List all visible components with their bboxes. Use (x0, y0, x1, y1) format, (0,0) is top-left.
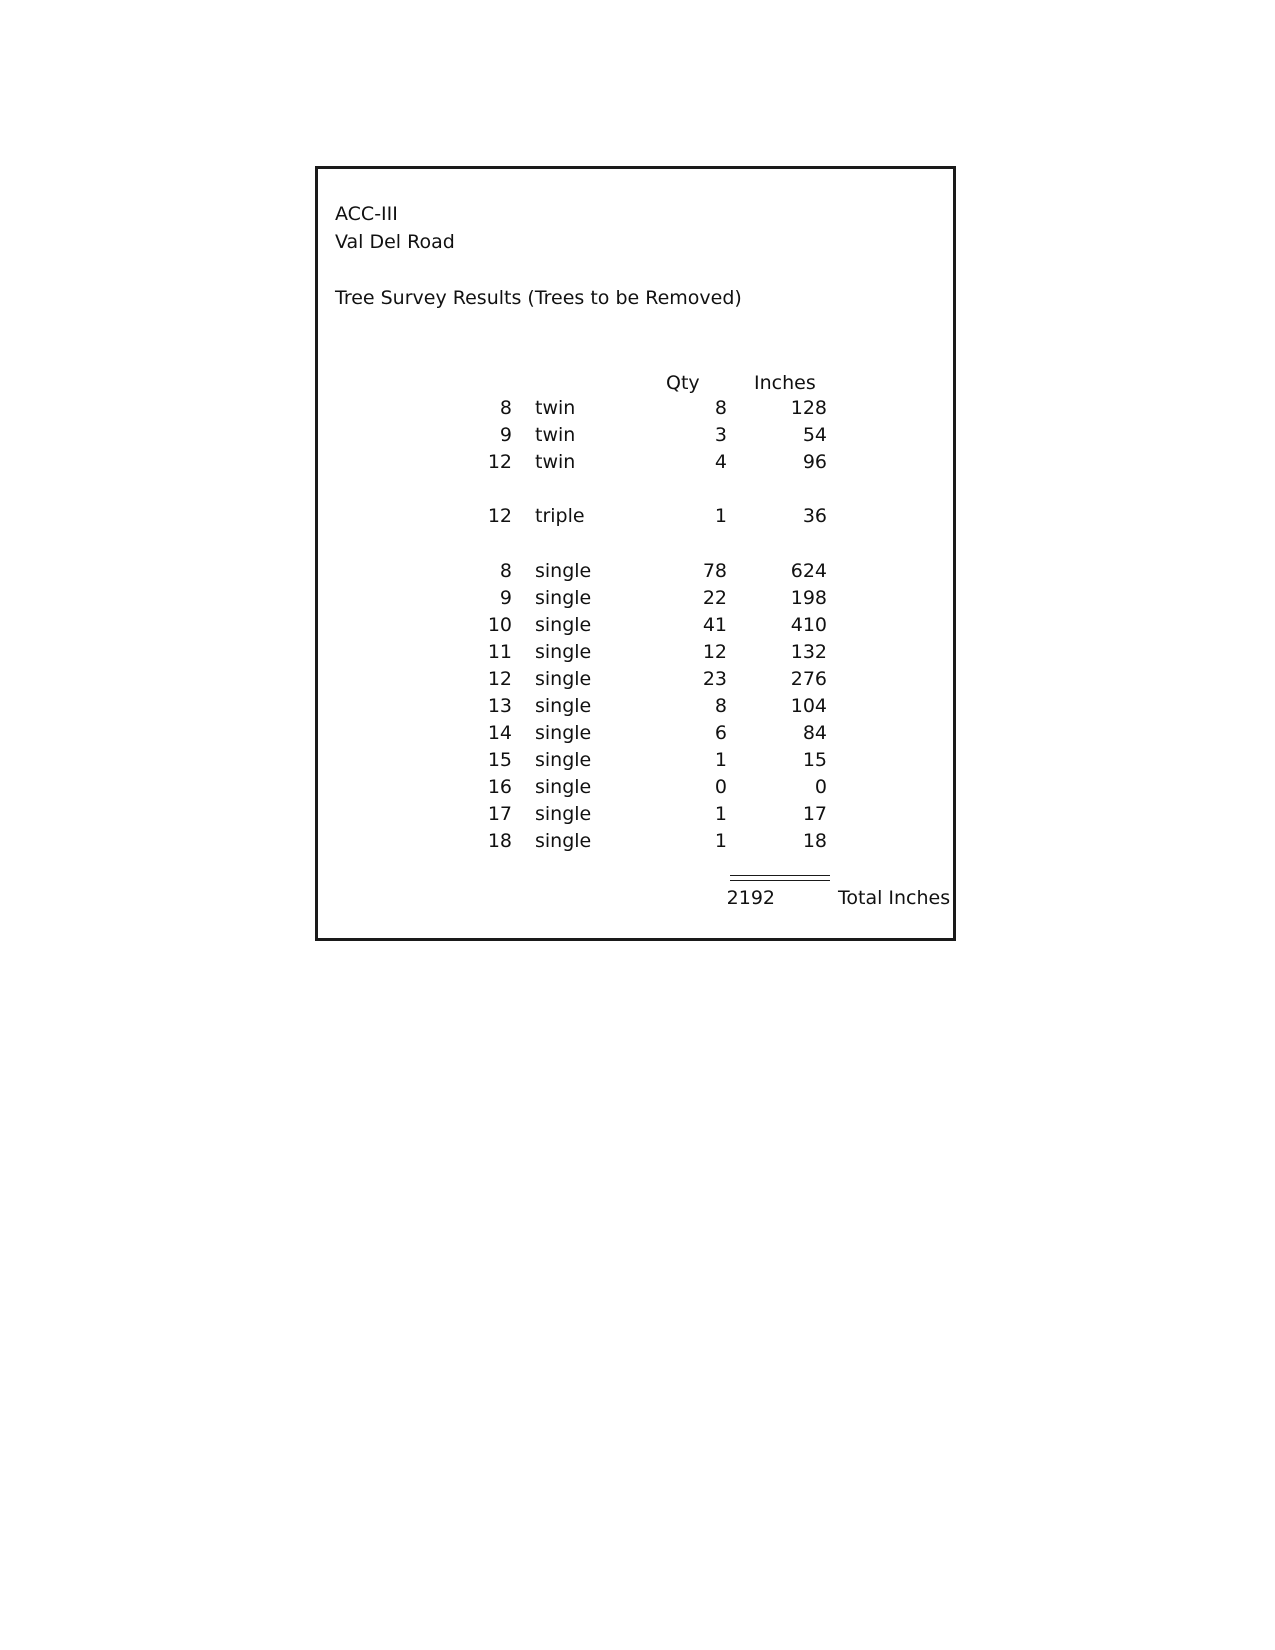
row-qty: 3 (714, 424, 727, 446)
row-inches: 198 (790, 587, 827, 609)
table-row (318, 395, 953, 421)
table-row (318, 747, 953, 773)
row-inches: 54 (802, 424, 827, 446)
row-size: 13 (487, 695, 512, 717)
row-qty: 8 (714, 397, 727, 419)
row-qty: 1 (714, 749, 727, 771)
row-type: single (535, 749, 592, 771)
row-type: single (535, 695, 592, 717)
column-header-inches: Inches (754, 372, 816, 394)
project-location: Val Del Road (335, 231, 455, 253)
row-qty: 1 (714, 505, 727, 527)
survey-title: Tree Survey Results (Trees to be Removed) (335, 287, 742, 309)
table-row (318, 666, 953, 692)
table-row (318, 612, 953, 638)
row-inches: 104 (790, 695, 827, 717)
row-size: 8 (499, 397, 512, 419)
total-double-underline (730, 875, 830, 881)
row-size: 12 (487, 668, 512, 690)
row-qty: 0 (714, 776, 727, 798)
row-type: single (535, 722, 592, 744)
row-qty: 1 (714, 830, 727, 852)
row-inches: 17 (802, 803, 827, 825)
row-size: 18 (487, 830, 512, 852)
table-row (318, 801, 953, 827)
row-inches: 0 (814, 776, 827, 798)
row-qty: 23 (702, 668, 727, 690)
row-type: twin (535, 424, 576, 446)
row-qty: 12 (702, 641, 727, 663)
row-inches: 132 (790, 641, 827, 663)
row-type: single (535, 587, 592, 609)
row-type: single (535, 830, 592, 852)
row-size: 10 (487, 614, 512, 636)
row-inches: 36 (802, 505, 827, 527)
table-row (318, 503, 953, 529)
row-type: single (535, 614, 592, 636)
row-size: 17 (487, 803, 512, 825)
project-code: ACC-III (335, 203, 398, 225)
row-size: 9 (499, 587, 512, 609)
row-qty: 1 (714, 803, 727, 825)
row-type: twin (535, 397, 576, 419)
total-row (318, 885, 953, 911)
row-type: single (535, 668, 592, 690)
row-size: 14 (487, 722, 512, 744)
column-header-qty: Qty (666, 372, 700, 394)
table-row (318, 693, 953, 719)
row-type: twin (535, 451, 576, 473)
survey-box (315, 166, 956, 941)
row-size: 8 (499, 560, 512, 582)
row-qty: 22 (702, 587, 727, 609)
row-size: 15 (487, 749, 512, 771)
row-inches: 410 (790, 614, 827, 636)
total-value: 2192 (726, 887, 775, 909)
row-inches: 84 (802, 722, 827, 744)
table-row (318, 720, 953, 746)
row-type: single (535, 560, 592, 582)
table-row (318, 449, 953, 475)
row-qty: 8 (714, 695, 727, 717)
row-qty: 78 (702, 560, 727, 582)
row-size: 9 (499, 424, 512, 446)
row-inches: 276 (790, 668, 827, 690)
row-type: single (535, 776, 592, 798)
total-label: Total Inches (838, 887, 951, 909)
row-inches: 15 (802, 749, 827, 771)
row-qty: 6 (714, 722, 727, 744)
row-qty: 4 (714, 451, 727, 473)
row-size: 16 (487, 776, 512, 798)
row-type: single (535, 803, 592, 825)
row-size: 12 (487, 505, 512, 527)
row-type: single (535, 641, 592, 663)
row-inches: 18 (802, 830, 827, 852)
table-row (318, 558, 953, 584)
row-size: 12 (487, 451, 512, 473)
table-row (318, 585, 953, 611)
table-row (318, 639, 953, 665)
row-inches: 96 (802, 451, 827, 473)
table-row (318, 774, 953, 800)
row-type: triple (535, 505, 585, 527)
row-qty: 41 (702, 614, 727, 636)
table-row (318, 828, 953, 854)
table-row (318, 422, 953, 448)
row-inches: 128 (790, 397, 827, 419)
row-size: 11 (487, 641, 512, 663)
row-inches: 624 (790, 560, 827, 582)
